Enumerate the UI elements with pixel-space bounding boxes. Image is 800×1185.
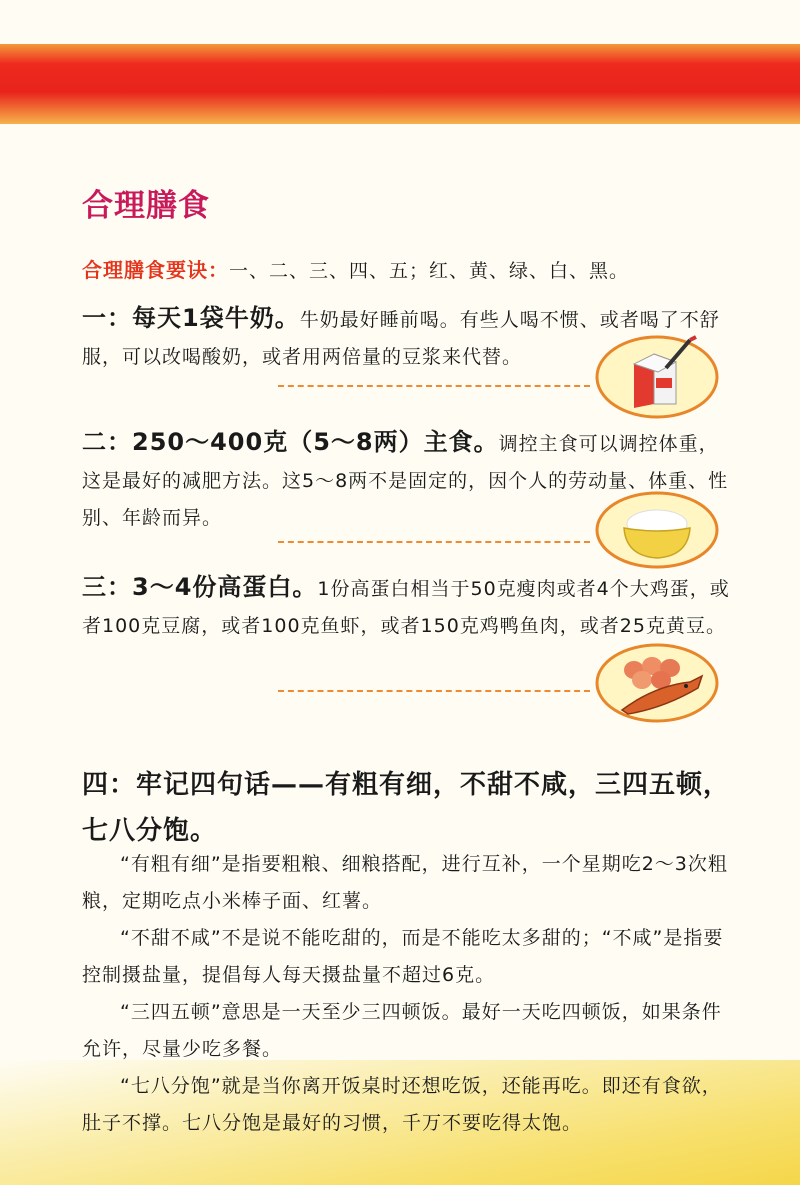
paragraph-coarse-fine: “有粗有细”是指要粗粮、细粮搭配，进行互补，一个星期吃2～3次粗粮，定期吃点小米棒子面、红薯。 xyxy=(82,853,728,912)
milk-carton-icon xyxy=(594,334,720,420)
eggs-fish-icon xyxy=(594,642,720,724)
section-milk-body: 牛奶最好睡前喝。有些人喝不惯、或者喝了不舒服，可以改喝酸奶，或者用两倍量的豆浆来代替。 xyxy=(82,309,720,368)
summary-label: 合理膳食要诀： xyxy=(82,258,229,282)
section-protein-body: 1份高蛋白相当于50克瘦肉或者4个大鸡蛋，或者100克豆腐，或者100克鱼虾，或者150克鸡鸭鱼肉，或者25克黄豆。 xyxy=(82,578,730,637)
page-title: 合理膳食 xyxy=(82,188,210,224)
divider-dashed-2 xyxy=(278,541,590,543)
paragraph-satiety: “七八分饱”就是当你离开饭桌时还想吃饭，还能再吃。即还有食欲，肚子不撑。七八分饱是最好的习惯，千万不要吃得太饱。 xyxy=(82,1075,722,1134)
section-milk-heading: 一：每天1袋牛奶。 xyxy=(82,304,300,332)
rice-bowl-icon xyxy=(594,490,720,570)
divider-dashed-3 xyxy=(278,690,590,692)
section-staple-heading: 二：250～400克（5～8两）主食。 xyxy=(82,428,499,456)
paragraph-sweet-salty: “不甜不咸”不是说不能吃甜的，而是不能吃太多甜的；“不咸”是指要控制摄盐量，提倡每人每天摄盐量不超过6克。 xyxy=(82,927,724,986)
section-protein xyxy=(82,569,732,645)
section-four-sentences-heading: 四：牢记四句话——有粗有细，不甜不咸，三四五顿，七八分饱。 xyxy=(82,770,731,846)
summary-line xyxy=(82,252,782,290)
divider-dashed-1 xyxy=(278,385,590,387)
paragraph-meals: “三四五顿”意思是一天至少三四顿饭。最好一天吃四顿饭，如果条件允许，尽量少吃多餐。 xyxy=(82,1001,722,1060)
section-staple-body: 调控主食可以调控体重，这是最好的减肥方法。这5～8两不是固定的，因个人的劳动量、体重、性别、年龄而异。 xyxy=(82,433,729,529)
top-decorative-band xyxy=(0,44,800,124)
section-protein-heading: 三：3～4份高蛋白。 xyxy=(82,573,318,601)
summary-text: 一、二、三、四、五；红、黄、绿、白、黑。 xyxy=(229,260,630,282)
